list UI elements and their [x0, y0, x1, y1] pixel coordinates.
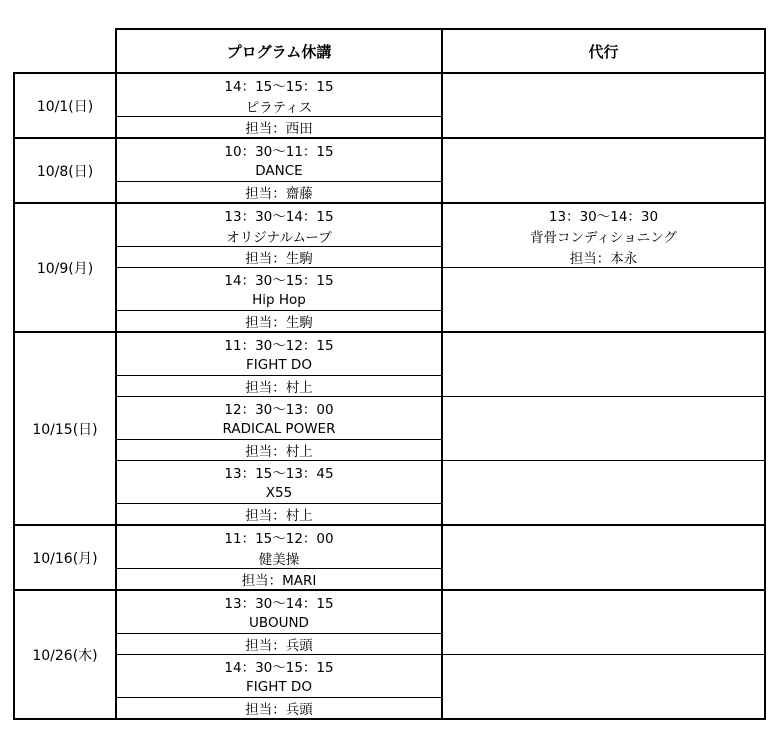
- cancelled-time: 10：30～11：15: [116, 138, 442, 160]
- cancelled-instructor: 担当：兵頭: [116, 634, 442, 655]
- cancelled-program: Hip Hop: [116, 289, 442, 311]
- table-row: [14, 590, 765, 612]
- table-row: [14, 289, 765, 311]
- table-row: [14, 225, 765, 247]
- schedule-body: [14, 73, 765, 719]
- substitute-instructor: [442, 311, 765, 333]
- substitute-time: [442, 655, 765, 677]
- substitute-program: [442, 354, 765, 376]
- table-row: [14, 138, 765, 160]
- table-row: [14, 418, 765, 440]
- cancelled-instructor: 担当：村上: [116, 376, 442, 397]
- table-row: [14, 376, 765, 397]
- table-row: [14, 525, 765, 547]
- table-row: [14, 655, 765, 677]
- cancelled-time: 14：15～15：15: [116, 73, 442, 95]
- substitute-program: [442, 160, 765, 182]
- substitute-time: 13：30～14：30: [442, 203, 765, 225]
- cancelled-instructor: 担当：村上: [116, 440, 442, 461]
- header-program-cancel: プログラム休講: [116, 29, 442, 73]
- cancelled-instructor: 担当：村上: [116, 504, 442, 526]
- substitute-program: [442, 612, 765, 634]
- cancelled-instructor: 担当：MARI: [116, 569, 442, 591]
- substitute-program: [442, 676, 765, 698]
- table-row: [14, 268, 765, 290]
- substitute-instructor: [442, 376, 765, 397]
- cancelled-instructor: 担当：生駒: [116, 311, 442, 333]
- table-row: [14, 440, 765, 461]
- substitute-instructor: [442, 504, 765, 526]
- table-row: [14, 612, 765, 634]
- table-row: [14, 569, 765, 591]
- table-row: [14, 634, 765, 655]
- substitute-time: [442, 525, 765, 547]
- substitute-instructor: [442, 182, 765, 204]
- cancelled-time: 12：30～13：00: [116, 397, 442, 419]
- cancelled-instructor: 担当：生駒: [116, 247, 442, 268]
- cancelled-program: FIGHT DO: [116, 676, 442, 698]
- date-cell: 10/8(日): [14, 138, 116, 203]
- substitute-instructor: 担当：本永: [442, 247, 765, 268]
- cancelled-program: DANCE: [116, 160, 442, 182]
- header-corner: [14, 29, 116, 73]
- substitute-instructor: [442, 117, 765, 139]
- cancelled-program: UBOUND: [116, 612, 442, 634]
- cancelled-program: FIGHT DO: [116, 354, 442, 376]
- table-row: [14, 117, 765, 139]
- header-row: [14, 29, 765, 73]
- substitute-instructor: [442, 698, 765, 720]
- substitute-program: [442, 547, 765, 569]
- table-row: [14, 73, 765, 95]
- table-row: [14, 547, 765, 569]
- table-row: [14, 311, 765, 333]
- schedule-table: [13, 28, 766, 720]
- table-row: [14, 698, 765, 720]
- table-row: [14, 504, 765, 526]
- cancelled-time: 11：30～12：15: [116, 332, 442, 354]
- date-cell: 10/1(日): [14, 73, 116, 138]
- cancelled-program: X55: [116, 482, 442, 504]
- table-row: [14, 676, 765, 698]
- cancelled-time: 11：15～12：00: [116, 525, 442, 547]
- substitute-instructor: [442, 634, 765, 655]
- substitute-time: [442, 138, 765, 160]
- table-row: [14, 160, 765, 182]
- substitute-time: [442, 397, 765, 419]
- date-cell: 10/16(月): [14, 525, 116, 590]
- table-row: [14, 354, 765, 376]
- date-cell: 10/26(木): [14, 590, 116, 719]
- table-row: [14, 95, 765, 117]
- substitute-program: [442, 95, 765, 117]
- cancelled-instructor: 担当：西田: [116, 117, 442, 139]
- cancelled-instructor: 担当：兵頭: [116, 698, 442, 720]
- table-row: [14, 482, 765, 504]
- cancelled-program: ピラティス: [116, 95, 442, 117]
- cancelled-time: 14：30～15：15: [116, 268, 442, 290]
- substitute-time: [442, 73, 765, 95]
- cancelled-time: 14：30～15：15: [116, 655, 442, 677]
- cancelled-time: 13：30～14：15: [116, 203, 442, 225]
- table-row: [14, 203, 765, 225]
- cancelled-time: 13：15～13：45: [116, 461, 442, 483]
- substitute-instructor: [442, 569, 765, 591]
- substitute-program: [442, 482, 765, 504]
- substitute-program: 背骨コンディショニング: [442, 225, 765, 247]
- substitute-time: [442, 332, 765, 354]
- cancelled-program: RADICAL POWER: [116, 418, 442, 440]
- substitute-time: [442, 461, 765, 483]
- cancelled-program: オリジナルムーブ: [116, 225, 442, 247]
- table-row: [14, 332, 765, 354]
- substitute-program: [442, 289, 765, 311]
- substitute-program: [442, 418, 765, 440]
- substitute-instructor: [442, 440, 765, 461]
- cancelled-program: 健美操: [116, 547, 442, 569]
- cancelled-time: 13：30～14：15: [116, 590, 442, 612]
- table-row: [14, 247, 765, 268]
- date-cell: 10/9(月): [14, 203, 116, 332]
- table-row: [14, 397, 765, 419]
- date-cell: 10/15(日): [14, 332, 116, 525]
- cancelled-instructor: 担当：齋藤: [116, 182, 442, 204]
- substitute-time: [442, 590, 765, 612]
- table-row: [14, 461, 765, 483]
- table-row: [14, 182, 765, 204]
- header-substitute: 代行: [442, 29, 765, 73]
- substitute-time: [442, 268, 765, 290]
